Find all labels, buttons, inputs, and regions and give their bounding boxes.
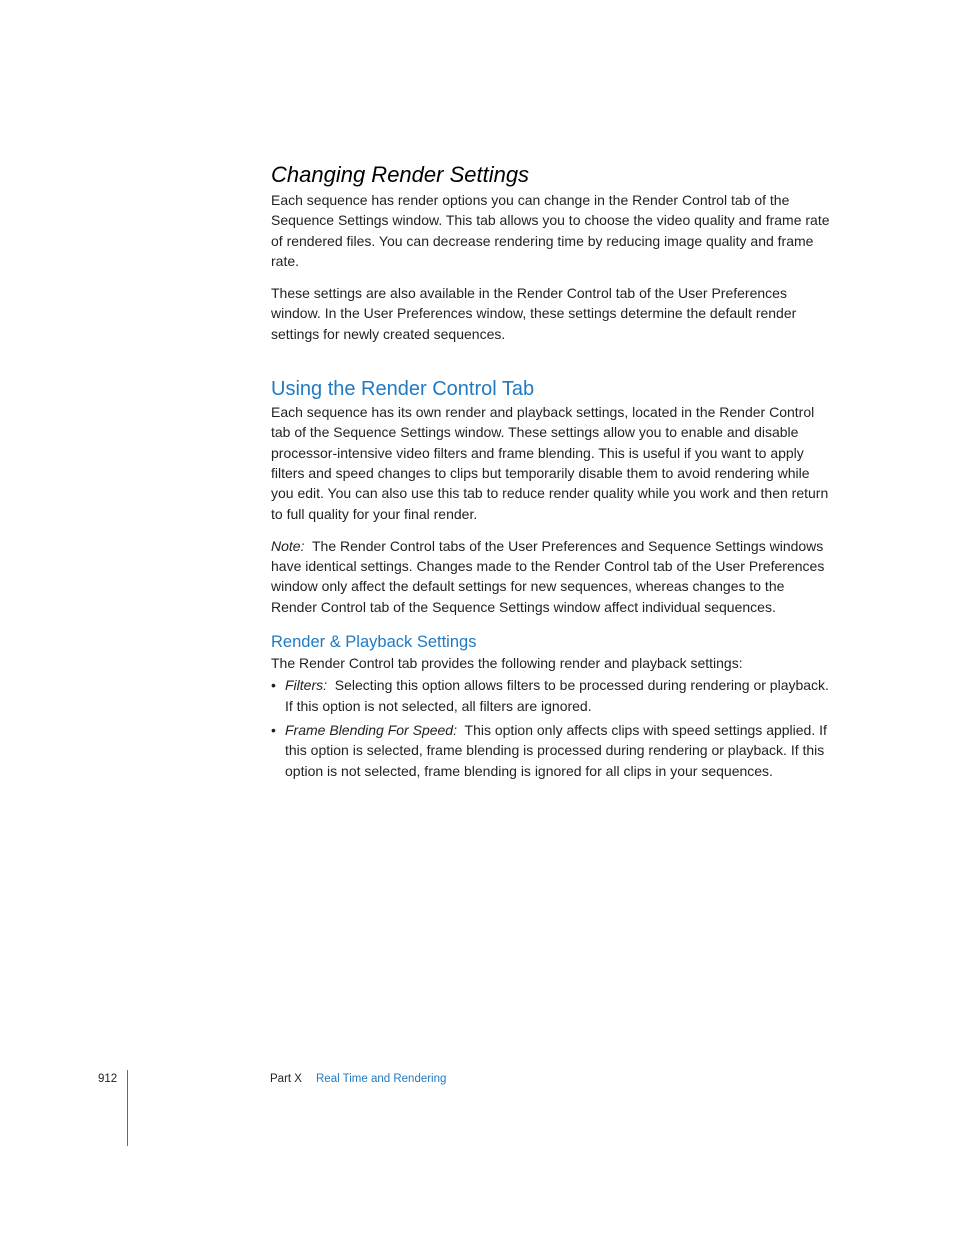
item-text: Selecting this option allows filters to be processed during rendering or playback. If this option is not selected, all filters are ignored.	[285, 677, 829, 714]
bullet-icon: •	[271, 677, 276, 694]
subsection-paragraph: Each sequence has its own render and playback settings, located in the Render Control tab of the Sequence Settings window. These settings allow you to enable and disable processor-intensive video filters and frame blending. This is useful if you want to apply filters and speed changes to clips but temporarily disable them to avoid rendering while you edit. You can also use this tab to reduce render quality while you work and then return to full quality for your final render.	[271, 404, 829, 522]
part-title-link[interactable]: Real Time and Rendering	[316, 1073, 447, 1085]
note-label: Note:	[271, 537, 305, 554]
item-term: Filters:	[285, 677, 327, 694]
note-text: The Render Control tabs of the User Preferences and Sequence Settings windows have identical settings. Changes made to the Render Control tab of the User Preferences window only affect the default settings for new sequences, whereas changes to the Render Control tab of the Sequence Settings window affect individual sequences.	[271, 537, 825, 615]
footer-divider	[127, 1070, 128, 1146]
minor-intro: The Render Control tab provides the following render and playback settings:	[271, 655, 743, 672]
page-footer	[0, 1070, 954, 1150]
section-paragraph: Each sequence has render options you can change in the Render Control tab of the Sequence Settings window. This tab allows you to choose the video quality and frame rate of rendered files. You can decrease rendering time by reducing image quality and frame rate.	[271, 192, 830, 269]
list-item	[271, 720, 831, 781]
item-text: This option only affects clips with speed settings applied. If this option is selected, frame blending is processed during rendering or playback. If this option is not selected, frame blending is ignored for all clips in your sequences.	[285, 721, 827, 779]
section-paragraph: These settings are also available in the Render Control tab of the User Preferences window. In the User Preferences window, these settings determine the default render settings for newly created sequences.	[271, 285, 797, 342]
list-item	[271, 675, 831, 716]
note-paragraph	[271, 536, 831, 617]
settings-list	[271, 675, 831, 780]
item-term: Frame Blending For Speed:	[285, 721, 457, 738]
minor-title: Render & Playback Settings	[271, 633, 477, 652]
part-label: Part X	[270, 1073, 302, 1085]
page-number: 912	[98, 1073, 118, 1085]
page-content	[271, 160, 831, 785]
bullet-icon: •	[271, 721, 276, 738]
section-title: Changing Render Settings	[271, 162, 530, 187]
subsection-title: Using the Render Control Tab	[271, 378, 535, 401]
